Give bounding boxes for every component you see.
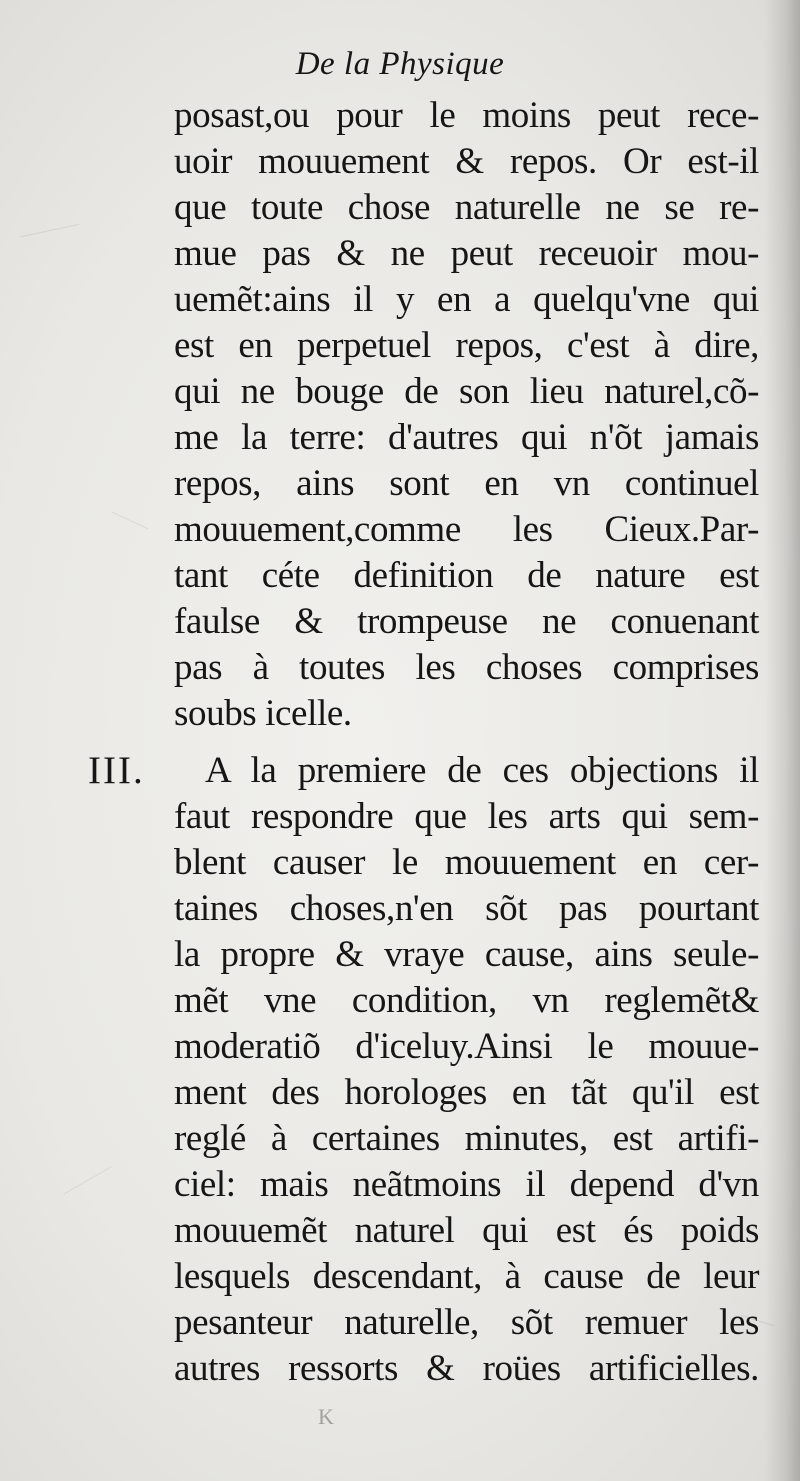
- text-line: soubs icelle.: [174, 693, 352, 734]
- text-line: mouuemẽt naturel qui est és poids: [174, 1210, 759, 1251]
- text-line: pas à toutes les choses comprises: [174, 647, 759, 688]
- text-line: ciel: mais neãtmoins il depend d'vn: [174, 1164, 759, 1205]
- paper-fiber: [21, 224, 80, 237]
- text-line: pesanteur naturelle, sõt remuer les: [174, 1302, 759, 1343]
- text-line: autres ressorts & roües artificielles.: [174, 1348, 759, 1389]
- text-line: qui ne bouge de son lieu naturel,cõ-: [174, 371, 759, 412]
- text-line: uemẽt:ains il y en a quelqu'vne qui: [174, 279, 759, 320]
- text-line: repos, ains sont en vn continuel: [174, 463, 759, 504]
- text-line: reglé à certaines minutes, est artifi-: [174, 1118, 759, 1159]
- text-line: tant céte definition de nature est: [174, 555, 759, 596]
- signature-mark: K: [318, 1404, 334, 1429]
- text-line: taines choses,n'en sõt pas pourtant: [174, 888, 759, 929]
- text-line: me la terre: d'autres qui n'õt jamais: [174, 417, 759, 458]
- text-line: faulse & trompeuse ne conuenant: [174, 601, 759, 642]
- paper-fiber: [63, 1166, 111, 1194]
- text-line: ment des horologes en tãt qu'il est: [174, 1072, 759, 1113]
- text-line: moderatiõ d'iceluy.Ainsi le mouue-: [174, 1026, 759, 1067]
- text-line: A la premiere de ces objections il: [205, 750, 759, 791]
- text-line: faut respondre que les arts qui sem-: [174, 796, 759, 837]
- text-line: posast,ou pour le moins peut rece-: [174, 95, 759, 136]
- text-line: mouuement,comme les Cieux.Par-: [174, 509, 759, 550]
- text-line: blent causer le mouuement en cer-: [174, 842, 759, 883]
- text-line: lesquels descendant, à cause de leur: [174, 1256, 759, 1297]
- section-number: III.: [88, 749, 145, 792]
- text-line: que toute chose naturelle ne se re-: [174, 187, 759, 228]
- running-head: De la Physique: [295, 46, 505, 82]
- text-line: uoir mouuement & repos. Or est-il: [174, 141, 759, 182]
- paper-fiber: [112, 512, 149, 530]
- text-line: est en perpetuel repos, c'est à dire,: [174, 325, 759, 366]
- page-edge-shadow: [764, 0, 800, 1481]
- text-line: la propre & vraye cause, ains seule-: [174, 934, 759, 975]
- text-line: mẽt vne condition, vn reglemẽt&: [174, 980, 759, 1021]
- text-line: mue pas & ne peut receuoir mou-: [174, 233, 759, 274]
